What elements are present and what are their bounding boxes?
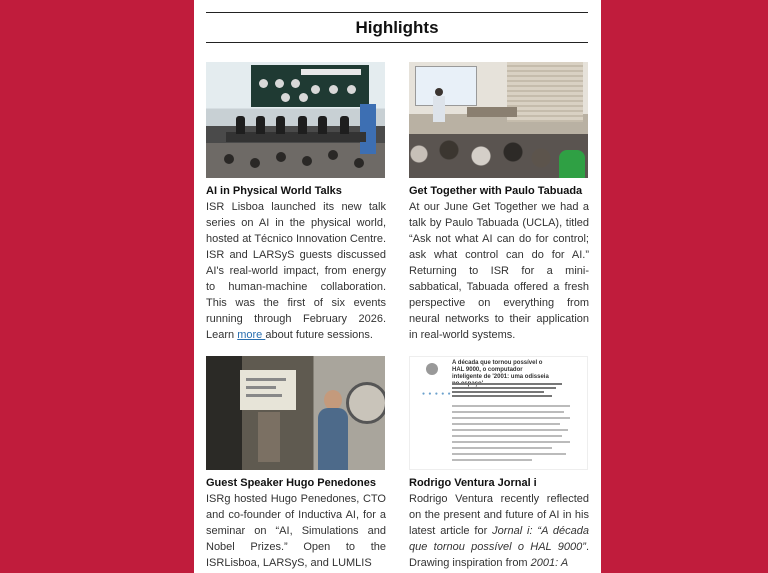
card-text: At our June Get Together we had a talk by Paulo Tabuada (UCLA), titled “Ask not what AI can do for control; ask what control can do for AI.” Returning to ISR for a mini-sabbatical, Tabuada offered a fresh perspective on everything from neural networks to their application in real-world systems. [409,201,589,341]
speaker-photo[interactable] [206,356,385,470]
more-link[interactable]: more [237,329,266,341]
card-title: Rodrigo Ventura Jornal i [409,477,537,489]
article-title: A década que tornou possível o HAL 9000, o computador inteligente de '2001: uma odisseia [452,360,549,380]
panel-photo[interactable] [206,62,385,178]
card-get-together [409,62,589,343]
card-title: AI in Physical World Talks [206,185,342,197]
card-hugo-penedones [206,356,386,571]
section-title: Highlights [355,18,439,37]
card-text: ISR Lisboa launched its new talk series on AI in the physical world, hosted at Técnico Innovation Centre. ISR and LARSyS guests discussed AI's real-world impact, from energy to human-machine collaboration. This was the first of six events running through February 2026. Learn more about future sessions. [206,201,386,341]
top-rule [206,12,588,13]
projector-screen [415,66,477,106]
card-text: ISRg hosted Hugo Penedones, CTO and co-founder of Inductiva AI, for a seminar on “AI, Simulations and Nobel Prizes.” Open to the ISRLisboa, LARSyS, and LUMLIS [206,493,386,569]
talk-photo[interactable] [409,62,588,178]
newsletter-page [194,0,601,573]
title-rule [206,42,588,43]
card-ai-physical-world [206,62,386,343]
share-icons: ● ● ● ● ● [422,391,452,397]
card-rodrigo-ventura [409,356,589,571]
card-text: Rodrigo Ventura recently reflected on the present and future of AI in his latest article for Jornal i: “A década que tornou possível o HAL 9000”. Drawing inspiration from 2001: A [409,493,590,569]
stage-screen [251,65,369,107]
author-avatar [426,363,438,375]
logo-seal [346,382,385,424]
article-screenshot[interactable] [409,356,588,470]
card-title: Get Together with Paulo Tabuada [409,185,583,197]
card-title: Guest Speaker Hugo Penedones [206,477,376,489]
slide-screen [240,370,296,410]
